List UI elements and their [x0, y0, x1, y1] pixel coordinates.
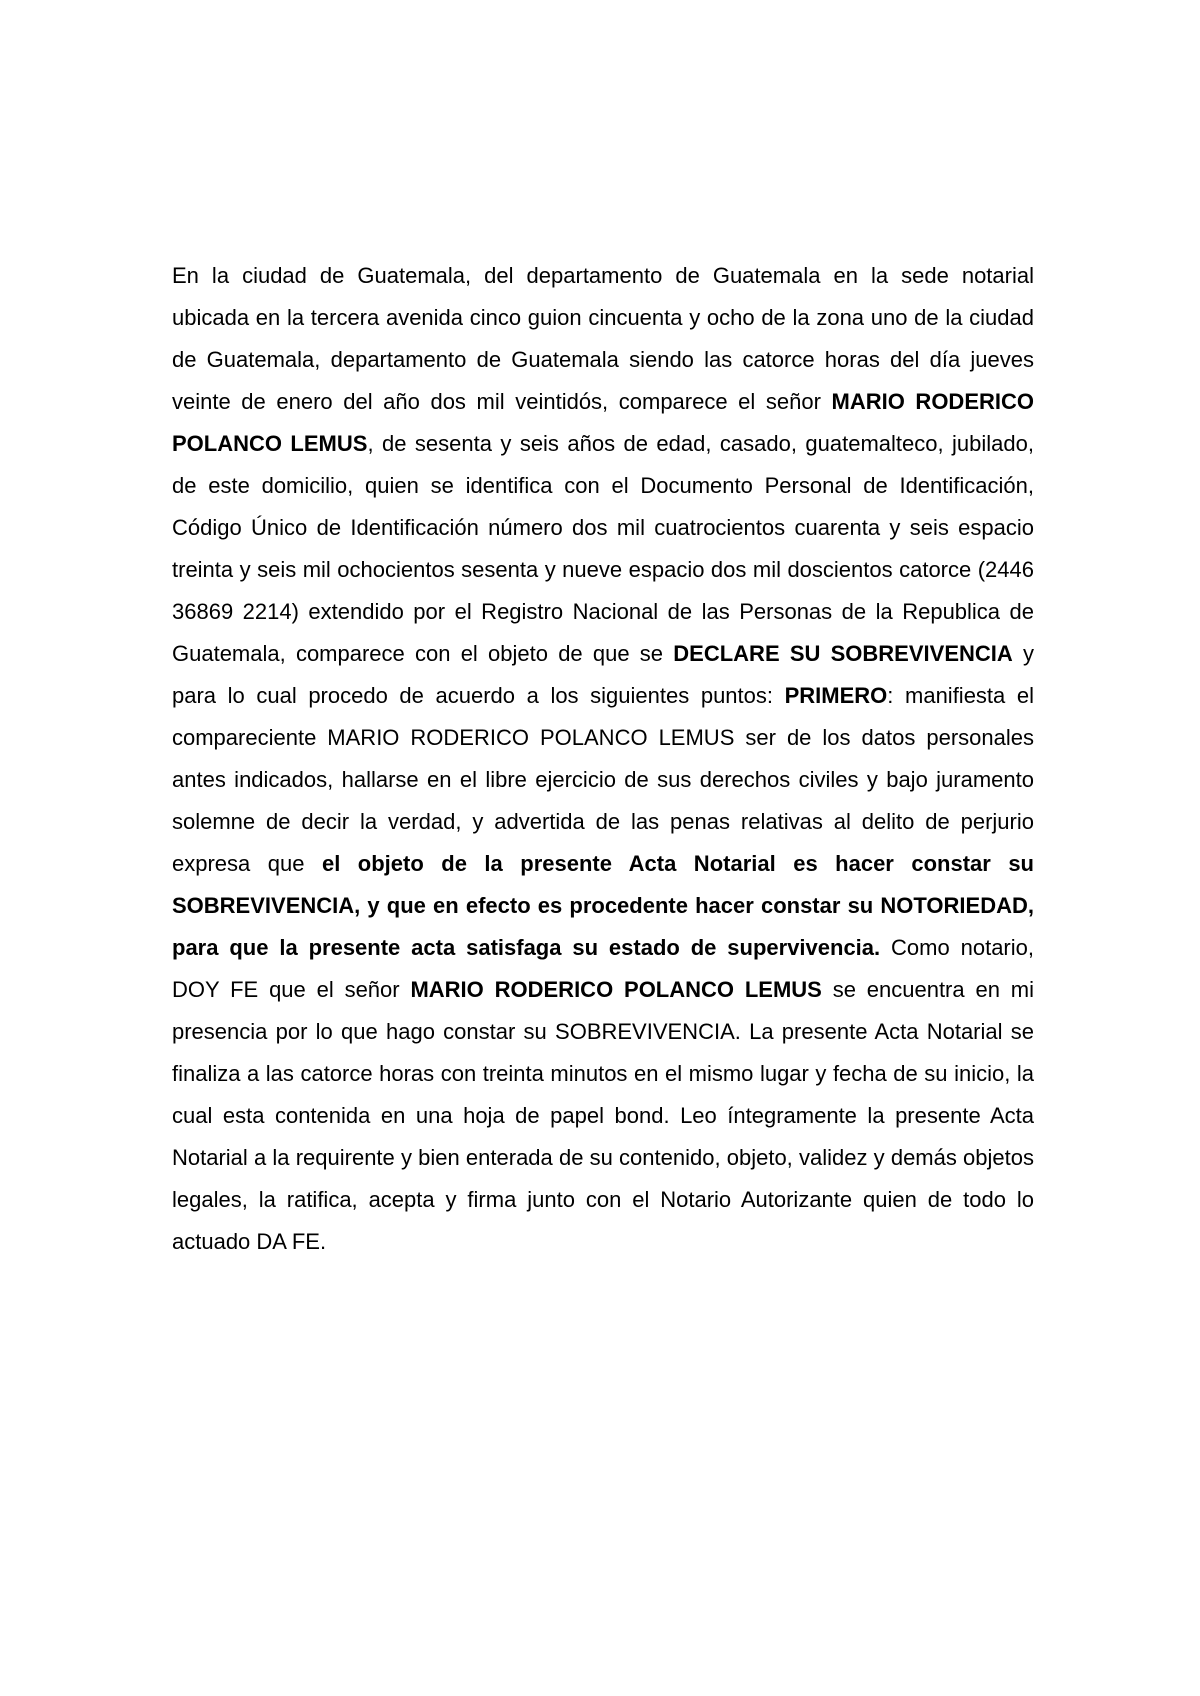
primero-heading-bold: PRIMERO: [784, 683, 888, 708]
declare-sobrevivencia-bold: DECLARE SU SOBREVIVENCIA: [673, 641, 1013, 666]
text-opening: En la ciudad de Guatemala, del departamento de Guatemala en la sede notarial ubicada en la tercera avenida cinco guion cincuenta y ocho de la zona uno de la ciudad de Guatemala, departamento de Guatemala siendo las catorce horas del día jueves veinte de enero del año dos mil veintidós, comparece el señor: [172, 263, 1034, 414]
text-primero-body: : manifiesta el compareciente MARIO RODERICO POLANCO LEMUS ser de los datos personales antes indicados, hallarse en el libre ejercicio de sus derechos civiles y bajo juramento solemne de decir la verdad, y advertida de las penas relativas al delito de perjurio expresa que: [172, 683, 1035, 876]
text-closing: se encuentra en mi presencia por lo que hago constar su SOBREVIVENCIA. La presente Acta Notarial se finaliza a las catorce horas con treinta minutos en el mismo lugar y fecha de su inicio, la cual esta contenida en una hoja de papel bond. Leo íntegramente la presente Acta Notarial a la requirente y bien enterada de su contenido, objeto, validez y demás objetos legales, la ratifica, acepta y firma junto con el Notario Autorizante quien de todo lo actuado DA FE.: [172, 977, 1034, 1254]
objeto-statement-bold: el objeto de la presente Acta Notarial es hacer constar su SOBREVIVENCIA, y que en efecto es procedente hacer constar su NOTORIEDAD, para que la presente acta satisfaga su estado de supervivencia.: [172, 851, 1034, 960]
text-procedure: y para lo cual procedo de acuerdo a los siguientes puntos:: [172, 641, 1034, 708]
senor-name-bold: MARIO RODERICO POLANCO LEMUS: [410, 977, 822, 1002]
notarial-act-paragraph: [172, 255, 1034, 1263]
text-identification: , de sesenta y seis años de edad, casado, guatemalteco, jubilado, de este domicilio, quien se identifica con el Documento Personal de Identificación, Código Único de Identificación número dos mil cuatrocientos cuarenta y seis espacio treinta y seis mil ochocientos sesenta y nueve espacio dos mil doscientos catorce (2446 36869 2214) extendido por el Registro Nacional de las Personas de la Republica de Guatemala, comparece con el objeto de que se: [172, 431, 1034, 666]
compareciente-name-bold: MARIO RODERICO POLANCO LEMUS: [172, 389, 1034, 456]
text-doy-fe: Como notario, DOY FE que el señor: [172, 935, 1034, 1002]
